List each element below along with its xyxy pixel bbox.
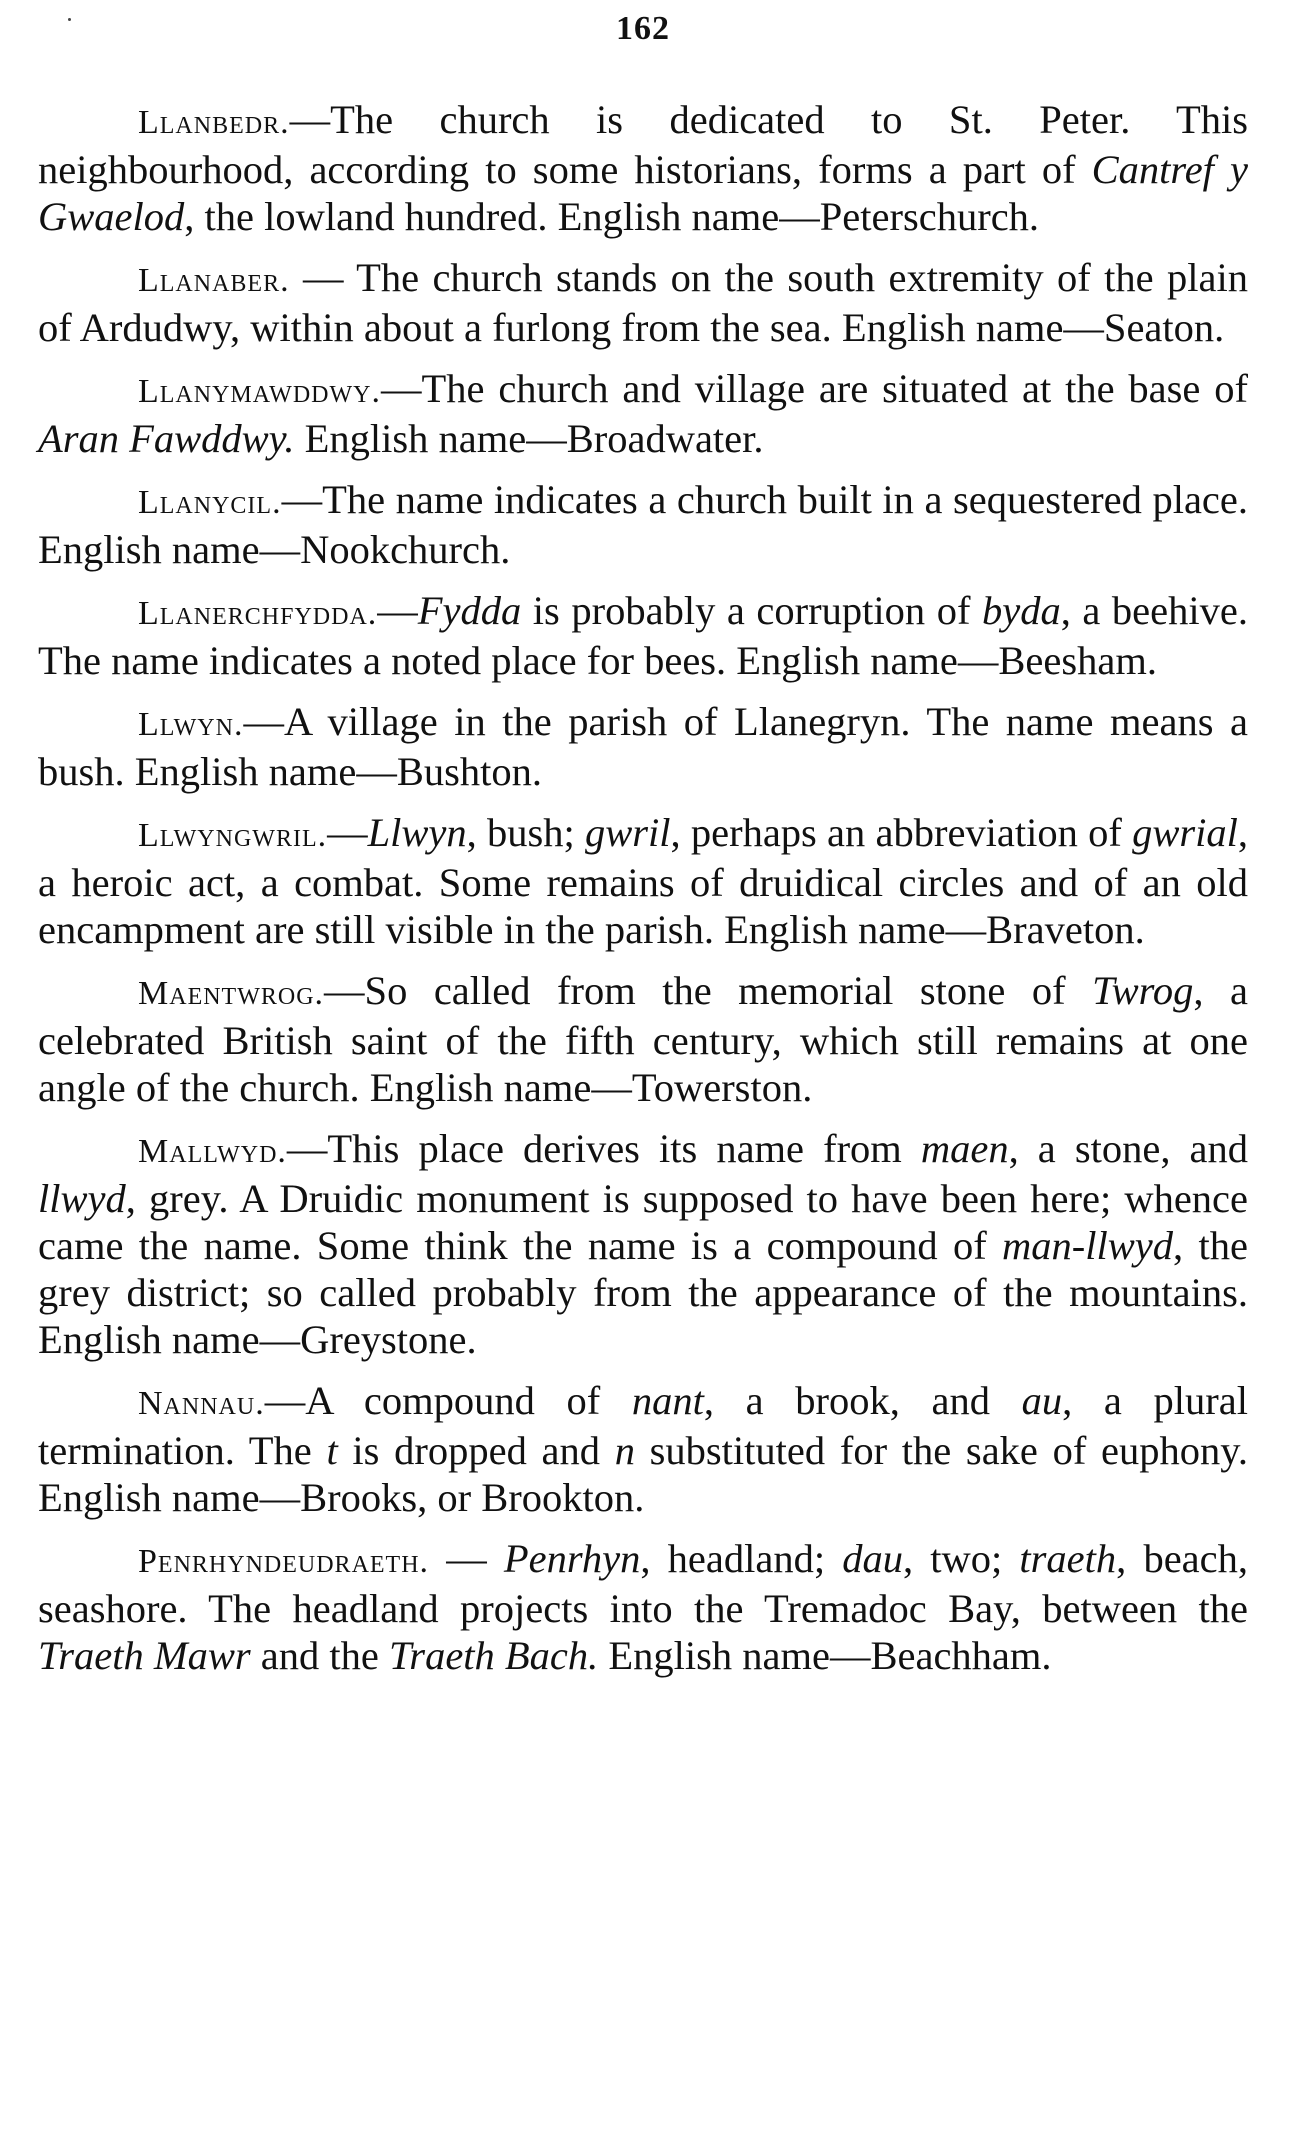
entry-text: , a plural termination. The (38, 1378, 1248, 1473)
entry-text: and the (250, 1633, 390, 1678)
entry-text: , a celebrated British saint of the fifth century, which still remains at one angle of the church. English name—Towerston. (38, 968, 1248, 1110)
entry-text: —The name indicates a church built in a sequestered place. English name—Nookchurch. (38, 477, 1248, 572)
entry-text: , two; (902, 1536, 1020, 1581)
entry-italic-term: Traeth Mawr (38, 1633, 251, 1678)
entry-italic-term: Penrhyn (503, 1536, 641, 1581)
entry-italic-term: nant (631, 1378, 704, 1423)
entry-headword: Llanaber. (138, 262, 290, 299)
book-page (38, 0, 1248, 2138)
entry-headword: Nannau. (138, 1385, 265, 1422)
entry-italic-term: gwril (584, 810, 671, 855)
entry-paragraph (38, 476, 1248, 573)
entry-text: — (377, 588, 418, 633)
entry-paragraph (38, 96, 1248, 240)
entry-headword: Penrhyndeudraeth. (138, 1543, 430, 1580)
entry-text: is probably a corruption of (521, 588, 982, 633)
entry-text: English name—Broadwater. (294, 416, 764, 461)
entry-paragraph (38, 809, 1248, 953)
entry-headword: Llanycil. (138, 484, 282, 521)
entry-italic-term: t (326, 1428, 338, 1473)
entry-text: , a beehive. The name indicates a noted place for bees. English name—Beesham. (38, 588, 1248, 683)
entry-italic-term: Aran Fawddwy. (38, 416, 295, 461)
entry-paragraph (38, 1377, 1248, 1521)
entry-italic-term: dau (842, 1536, 903, 1581)
entry-paragraph (38, 1535, 1248, 1679)
entry-text: — (429, 1536, 504, 1581)
entry-headword: Llanerchfydda. (138, 595, 378, 632)
entry-text: , headland; (640, 1536, 843, 1581)
entry-italic-term: Cantref y Gwaelod (38, 147, 1248, 239)
entry-headword: Llwyngwril. (138, 817, 328, 854)
entry-italic-term: maen (920, 1126, 1009, 1171)
entry-headword: Llanymawddwy. (138, 373, 381, 410)
entry-text: , a stone, and (1008, 1126, 1248, 1171)
entry-headword: Mallwyd. (138, 1133, 287, 1170)
entry-paragraph (38, 254, 1248, 351)
entry-italic-term: llwyd (38, 1176, 126, 1221)
page-number: 162 (616, 10, 670, 47)
entry-paragraph (38, 587, 1248, 684)
entry-paragraph (38, 967, 1248, 1111)
entry-text: , bush; (466, 810, 585, 855)
entry-text: , beach, seashore. The headland projects into the Tremadoc Bay, between the (38, 1536, 1249, 1631)
entry-text: is dropped and (337, 1428, 615, 1473)
entry-text: —So called from the memorial stone of (324, 968, 1093, 1013)
entry-text: —The church and village are situated at the base of (380, 366, 1248, 411)
entry-text: , grey. A Druidic monument is supposed to have been here; whence came the name. Some think the name is a compound of (38, 1176, 1248, 1268)
entry-italic-term: gwrial (1132, 810, 1238, 855)
entry-paragraph (38, 1125, 1248, 1363)
entry-italic-term: n (614, 1428, 635, 1473)
entry-italic-term: Llwyn (367, 810, 467, 855)
entry-italic-term: Twrog (1092, 968, 1194, 1013)
entry-text: , perhaps an abbreviation of (670, 810, 1133, 855)
entry-text: —The church is dedicated to St. Peter. This neighbourhood, according to some historians, forms a part of (38, 97, 1248, 192)
entry-text: , the lowland hundred. English name—Peterschurch. (184, 194, 1040, 239)
entry-italic-term: Traeth Bach. (389, 1633, 599, 1678)
entry-text: —A compound of (264, 1378, 632, 1423)
entry-paragraph (38, 365, 1248, 462)
entry-italic-term: traeth (1019, 1536, 1117, 1581)
entry-text: —This place derives its name from (286, 1126, 921, 1171)
entry-headword: Maentwrog. (138, 975, 325, 1012)
entry-text: — (327, 810, 368, 855)
entry-italic-term: Fydda (417, 588, 522, 633)
entry-headword: Llwyn. (138, 706, 244, 743)
place-name-entries (38, 96, 1248, 1693)
entry-text: , the grey district; so called probably from the appearance of the mountains. English name—Greystone. (38, 1223, 1248, 1362)
entry-text: —A village in the parish of Llanegryn. The name means a bush. English name—Bushton. (38, 699, 1248, 794)
entry-text: substituted for the sake of euphony. English name—Brooks, or Brookton. (38, 1428, 1248, 1520)
entry-text: — The church stands on the south extremity of the plain of Ardudwy, within about a furlong from the sea. English name—Seaton. (38, 255, 1248, 350)
entry-italic-term: man-llwyd (1002, 1223, 1174, 1268)
entry-text: , a heroic act, a combat. Some remains of druidical circles and of an old encampment are still visible in the parish. English name—Braveton. (38, 810, 1248, 952)
entry-headword: Llanbedr. (138, 104, 290, 141)
entry-italic-term: au (1021, 1378, 1063, 1423)
entry-text: English name—Beachham. (598, 1633, 1052, 1678)
entry-italic-term: byda (981, 588, 1061, 633)
entry-text: , a brook, and (703, 1378, 1022, 1423)
entry-paragraph (38, 698, 1248, 795)
